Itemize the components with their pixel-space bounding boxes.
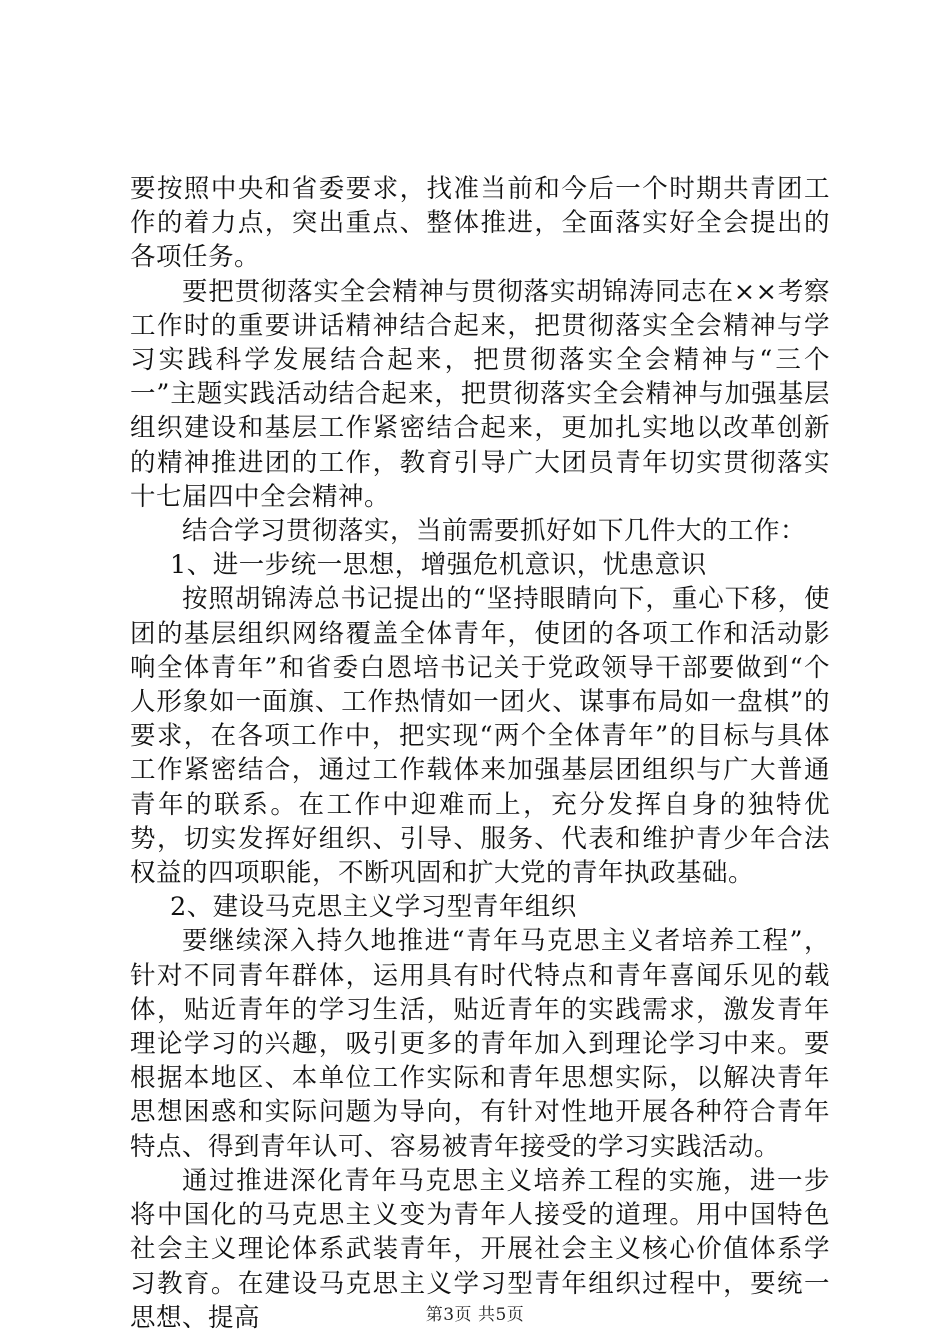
paragraph-1: 要按照中央和省委要求，找准当前和今后一个时期共青团工作的着力点，突出重点、整体推进，全面落实好全会提出的各项任务。 — [130, 174, 830, 273]
paragraph-4: 按照胡锦涛总书记提出的“坚持眼睛向下，重心下移，使团的基层组织网络覆盖全体青年，使团的各项工作和活动影响全体青年”和省委白恩培书记关于党政领导干部要做到“个人形象如一面旗、工作热情如一团火、谋事布局如一盘棋”的要求，在各项工作中，把实现“两个全体青年”的目标与具体工作紧密结合，通过工作载体来加强基层团组织与广大普通青年的联系。在工作中迎难而上，充分发挥自身的独特优势，切实发挥好组织、引导、服务、代表和维护青少年合法权益的四项职能，不断巩固和扩大党的青年执政基础。 — [130, 584, 830, 889]
page-number-footer: 第3页 共5页 — [425, 1305, 525, 1325]
section-heading-1: 1、进一步统一思想，增强危机意识，忧患意识 — [170, 550, 707, 581]
paragraph-3: 结合学习贯彻落实，当前需要抓好如下几件大的工作： — [182, 516, 807, 547]
paragraph-5: 要继续深入持久地推进“青年马克思主义者培养工程”，针对不同青年群体，运用具有时代特点和青年喜闻乐见的载体，贴近青年的学习生活，贴近青年的实践需求，激发青年理论学习的兴趣，吸引更多的青年加入到理论学习中来。要根据本地区、本单位工作实际和青年思想实际，以解决青年思想困惑和实际问题为导向，有针对性地开展各种符合青年特点、得到青年认可、容易被青年接受的学习实践活动。 — [130, 926, 830, 1162]
paragraph-6: 通过推进深化青年马克思主义培养工程的实施，进一步将中国化的马克思主义变为青年人接受的道理。用中国特色社会主义理论体系武装青年，开展社会主义核心价值体系学习教育。在建设马克思主义学习型青年组织过程中，要统一思想、提高 — [130, 1165, 830, 1333]
paragraph-2: 要把贯彻落实全会精神与贯彻落实胡锦涛同志在××考察工作时的重要讲话精神结合起来，把贯彻落实全会精神与学习实践科学发展结合起来，把贯彻落实全会精神与“三个一”主题实践活动结合起来，把贯彻落实全会精神与加强基层组织建设和基层工作紧密结合起来，更加扎实地以改革创新的精神推进团的工作，教育引导广大团员青年切实贯彻落实十七届四中全会精神。 — [130, 276, 830, 512]
section-heading-2: 2、建设马克思主义学习型青年组织 — [170, 892, 577, 923]
document-body — [130, 172, 830, 1335]
